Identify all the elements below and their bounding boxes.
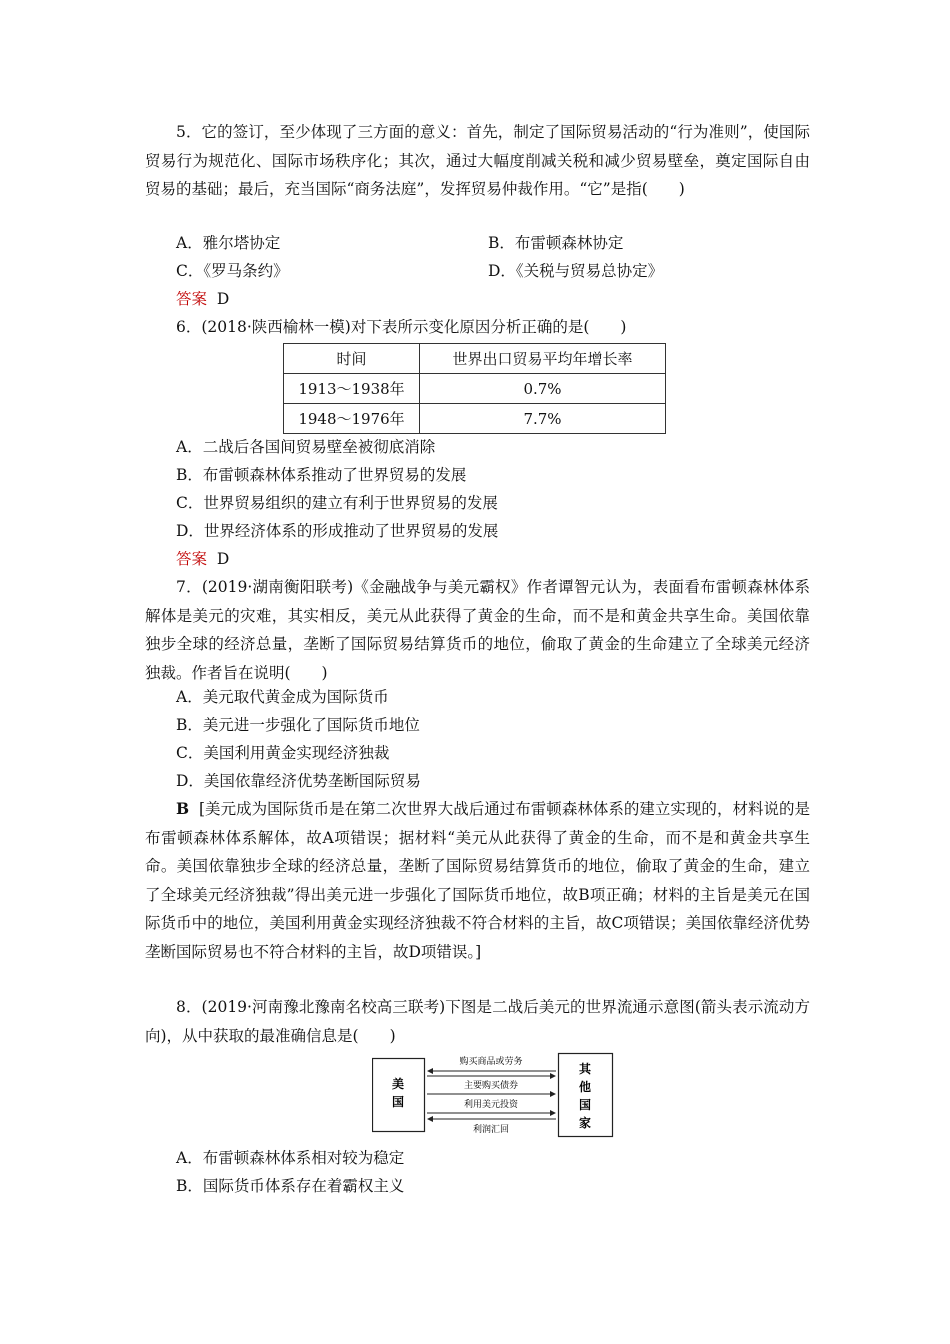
q5-option-d: D．《关税与贸易总协定》 (488, 262, 664, 280)
q7-option-c: C．美国利用黄金实现经济独裁 (176, 744, 390, 762)
q5-option-b: B．布雷顿森林协定 (488, 234, 624, 252)
answer-letter: B (176, 799, 190, 818)
flow-label-2: 主要购买债券 (463, 1081, 519, 1091)
q6-option-d: D．世界经济体系的形成推动了世界贸易的发展 (176, 522, 499, 540)
table-header-cell: 时间 (284, 344, 420, 374)
flow-label-3: 利用美元投资 (463, 1100, 519, 1110)
q5-option-c: C．《罗马条约》 (176, 262, 289, 280)
table-row (284, 404, 666, 434)
other-label-1: 其 (578, 1062, 592, 1076)
q7-option-d: D．美国依靠经济优势垄断国际贸易 (176, 772, 421, 790)
q7-option-a: A．美元取代黄金成为国际货币 (176, 688, 389, 706)
q8-option-b: B．国际货币体系存在着霸权主义 (176, 1177, 405, 1195)
q7-option-b: B．美元进一步强化了国际货币地位 (176, 716, 420, 734)
explanation-text: [美元成为国际货币是在第二次世界大战后通过布雷顿森林体系的建立实现的，材料说的是布雷顿森林体系解体，故A项错误；据材料“美元从此获得了黄金的生命，而不是和黄金共享生命。美国依靠独步全球的经济总量，垄断了国际贸易结算货币的地位，偷取了黄金的生命，建立了全球美元经济独裁”得出美元进一步强化了国际货币地位，故B项正确；材料的主旨是美元在国际货币中的地位，美国利用黄金实现经济独裁不符合材料的主旨，故C项错误；美国依靠经济优势垄断国际贸易也不符合材料的主旨，故D项错误。] (145, 800, 810, 961)
q6-option-a: A．二战后各国间贸易壁垒被彻底消除 (176, 438, 436, 456)
table-row (284, 374, 666, 404)
table-cell: 1948～1976年 (284, 404, 420, 434)
flow-label-4: 利润汇回 (472, 1125, 510, 1135)
q6-answer (176, 545, 229, 573)
q5-stem: 5．它的签订，至少体现了三方面的意义：首先，制定了国际贸易活动的“行为准则”，使国际贸易行为规范化、国际市场秩序化；其次，通过大幅度削减关税和减少贸易壁垒，奠定国际自由贸易的基础；最后，充当国际“商务法庭”，发挥贸易仲裁作用。“它”是指( ) (145, 123, 810, 198)
q6-stem: 6．(2018·陕西榆林一模)对下表所示变化原因分析正确的是( ) (176, 318, 627, 336)
other-label-2: 他 (578, 1080, 592, 1094)
other-label-3: 国 (578, 1098, 592, 1112)
table-header-row (284, 344, 666, 374)
q7-stem: 7．(2019·湖南衡阳联考)《金融战争与美元霸权》作者谭智元认为，表面看布雷顿森林体系解体是美元的灾难，其实相反，美元从此获得了黄金的生命，而不是和黄金共享生命。美国依靠独步全球的经济总量，垄断了国际贸易结算货币的地位，偷取了黄金的生命建立了全球美元经济独裁。作者旨在说明( ) (145, 578, 810, 682)
answer-label: 答案 (176, 290, 208, 308)
answer-label: 答案 (176, 550, 208, 568)
q7-explanation (145, 795, 810, 966)
usa-label-1: 美 (391, 1077, 405, 1091)
other-label-4: 家 (578, 1116, 592, 1130)
q5-answer (176, 285, 229, 313)
q6-option-b: B．布雷顿森林体系推动了世界贸易的发展 (176, 466, 467, 484)
q6-option-c: C．世界贸易组织的建立有利于世界贸易的发展 (176, 494, 498, 512)
q8-option-a: A．布雷顿森林体系相对较为稳定 (176, 1149, 405, 1167)
usa-label-2: 国 (391, 1095, 405, 1109)
q5-option-a: A．雅尔塔协定 (176, 234, 281, 252)
answer-value: D (216, 290, 230, 308)
answer-value: D (216, 550, 230, 568)
table-cell: 7.7% (420, 404, 666, 434)
q8-diagram (372, 1052, 614, 1142)
q8-stem: 8．(2019·河南豫北豫南名校高三联考)下图是二战后美元的世界流通示意图(箭头表示流动方向)，从中获取的最准确信息是( ) (145, 998, 810, 1045)
table-cell: 0.7% (420, 374, 666, 404)
q6-table (283, 343, 666, 434)
flow-label-1: 购买商品或劳务 (459, 1057, 523, 1067)
table-cell: 1913～1938年 (284, 374, 420, 404)
table-header-cell: 世界出口贸易平均年增长率 (420, 344, 666, 374)
